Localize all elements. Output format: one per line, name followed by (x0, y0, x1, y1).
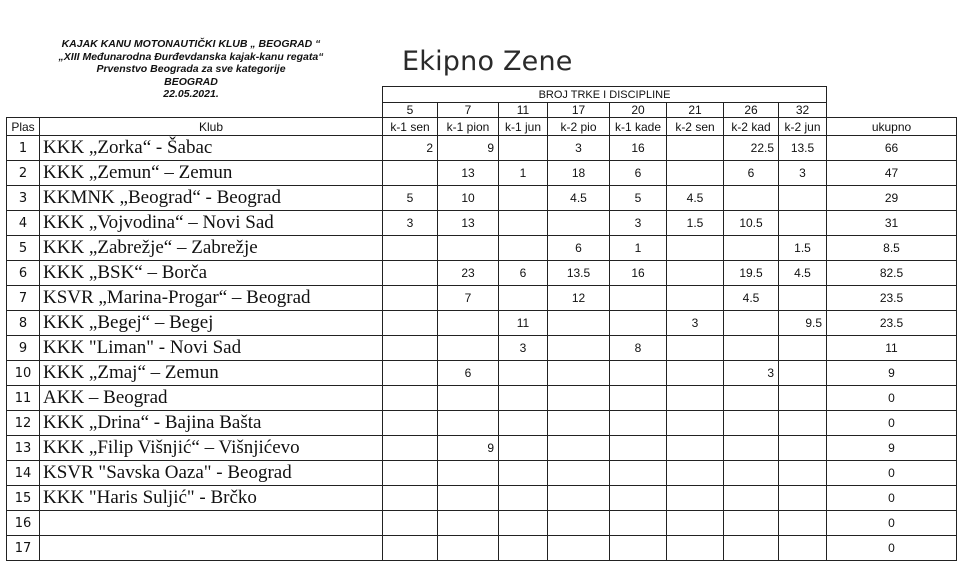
points-cell: 9 (438, 436, 499, 461)
points-cell: 13.5 (779, 136, 827, 161)
regatta-name: „XIII Međunarodna Đurđevdanska kajak-kanu regata“ (58, 50, 324, 63)
points-cell: 13 (438, 211, 499, 236)
points-cell (499, 436, 548, 461)
points-cell: 1.5 (779, 236, 827, 261)
points-cell (499, 211, 548, 236)
total-cell: 8.5 (827, 236, 957, 261)
points-cell (724, 336, 779, 361)
points-cell (610, 461, 667, 486)
points-cell (667, 386, 724, 411)
points-cell: 11 (499, 311, 548, 336)
points-cell: 22.5 (724, 136, 779, 161)
table-row (7, 536, 957, 561)
points-cell (667, 161, 724, 186)
club-cell: KSVR "Savska Oaza" - Beograd (40, 461, 383, 486)
points-cell (779, 536, 827, 561)
placement-cell: 10 (7, 361, 40, 386)
race-number: 5 (383, 103, 438, 118)
points-cell (548, 411, 610, 436)
points-cell: 12 (548, 286, 610, 311)
placement-cell: 5 (7, 236, 40, 261)
points-cell: 3 (383, 211, 438, 236)
points-cell (779, 486, 827, 511)
page-title: Ekipno Zene (402, 46, 573, 77)
points-cell (779, 361, 827, 386)
points-cell (438, 311, 499, 336)
points-cell: 7 (438, 286, 499, 311)
points-cell (548, 486, 610, 511)
points-cell (610, 436, 667, 461)
event-date: 22.05.2021. (163, 88, 219, 100)
points-cell (610, 486, 667, 511)
placement-cell: 17 (7, 536, 40, 561)
points-cell (724, 511, 779, 536)
club-cell: KKK „Zemun“ – Zemun (40, 161, 383, 186)
club-cell: KKMNK „Beograd“ - Beograd (40, 186, 383, 211)
total-cell: 0 (827, 461, 957, 486)
total-cell: 23.5 (827, 286, 957, 311)
points-cell: 18 (548, 161, 610, 186)
total-cell: 66 (827, 136, 957, 161)
points-cell: 9 (438, 136, 499, 161)
table-row (7, 386, 957, 411)
header-discipline: k-1 jun (499, 118, 548, 136)
header-ukupno: ukupno (827, 118, 957, 136)
table-row (7, 161, 957, 186)
placement-cell: 7 (7, 286, 40, 311)
club-cell: KKK „Filip Višnjić“ – Višnjićevo (40, 436, 383, 461)
group-header-row (7, 87, 957, 103)
total-cell: 0 (827, 411, 957, 436)
points-cell (383, 536, 438, 561)
points-cell: 4.5 (548, 186, 610, 211)
points-cell (548, 336, 610, 361)
race-number: 7 (438, 103, 499, 118)
group-header: BROJ TRKE I DISCIPLINE (383, 87, 827, 103)
club-cell: KKK „Zorka“ - Šabac (40, 136, 383, 161)
points-cell (667, 361, 724, 386)
points-cell (610, 386, 667, 411)
points-cell (779, 186, 827, 211)
header-plas: Plas (7, 118, 40, 136)
table-row (7, 311, 957, 336)
points-cell: 5 (383, 186, 438, 211)
placement-cell: 2 (7, 161, 40, 186)
points-cell (724, 386, 779, 411)
points-cell (610, 361, 667, 386)
points-cell: 10 (438, 186, 499, 211)
points-cell (548, 386, 610, 411)
points-cell (724, 186, 779, 211)
points-cell (548, 511, 610, 536)
total-cell: 11 (827, 336, 957, 361)
points-cell: 2 (383, 136, 438, 161)
points-cell (724, 311, 779, 336)
placement-cell: 16 (7, 511, 40, 536)
points-cell (667, 461, 724, 486)
points-cell (499, 411, 548, 436)
points-cell (548, 461, 610, 486)
points-cell (383, 461, 438, 486)
table-row (7, 436, 957, 461)
points-cell (667, 511, 724, 536)
points-cell (779, 336, 827, 361)
points-cell: 6 (499, 261, 548, 286)
race-number: 26 (724, 103, 779, 118)
table-row (7, 286, 957, 311)
points-cell (548, 536, 610, 561)
table-row (7, 486, 957, 511)
club-cell: KKK „Drina“ - Bajina Bašta (40, 411, 383, 436)
points-cell: 19.5 (724, 261, 779, 286)
table-row (7, 261, 957, 286)
points-cell (548, 436, 610, 461)
points-cell: 23 (438, 261, 499, 286)
table-row (7, 236, 957, 261)
points-cell (438, 511, 499, 536)
points-cell (383, 411, 438, 436)
header-discipline: k-2 pio (548, 118, 610, 136)
points-cell (499, 461, 548, 486)
header-discipline: k-2 sen (667, 118, 724, 136)
points-cell (438, 236, 499, 261)
points-cell (548, 311, 610, 336)
table-row (7, 461, 957, 486)
table-row (7, 511, 957, 536)
club-cell: KKK „Zabrežje“ – Zabrežje (40, 236, 383, 261)
championship-name: Prvenstvo Beograda za sve kategorije (96, 63, 286, 75)
points-cell (667, 261, 724, 286)
club-cell: KKK „Zmaj“ – Zemun (40, 361, 383, 386)
total-cell: 29 (827, 186, 957, 211)
total-cell: 0 (827, 511, 957, 536)
race-number: 32 (779, 103, 827, 118)
points-cell: 13.5 (548, 261, 610, 286)
header-discipline: k-2 jun (779, 118, 827, 136)
points-cell (499, 361, 548, 386)
header-klub: Klub (40, 118, 383, 136)
points-cell (724, 236, 779, 261)
club-cell: KSVR „Marina-Progar“ – Beograd (40, 286, 383, 311)
placement-cell: 13 (7, 436, 40, 461)
points-cell (610, 411, 667, 436)
race-number-row (7, 103, 957, 118)
points-cell (779, 461, 827, 486)
points-cell: 3 (667, 311, 724, 336)
points-cell: 10.5 (724, 211, 779, 236)
header-discipline: k-2 kad (724, 118, 779, 136)
header-discipline: k-1 kade (610, 118, 667, 136)
club-name: KAJAK KANU MOTONAUTIČKI KLUB „ BEOGRAD “ (61, 38, 321, 50)
total-cell: 31 (827, 211, 957, 236)
points-cell (383, 336, 438, 361)
placement-cell: 3 (7, 186, 40, 211)
points-cell: 16 (610, 261, 667, 286)
table-row (7, 136, 957, 161)
points-cell (383, 386, 438, 411)
table-row (7, 186, 957, 211)
total-cell: 82.5 (827, 261, 957, 286)
points-cell (779, 386, 827, 411)
points-cell (667, 136, 724, 161)
points-cell (724, 411, 779, 436)
points-cell (667, 236, 724, 261)
points-cell (383, 311, 438, 336)
points-cell (779, 511, 827, 536)
placement-cell: 9 (7, 336, 40, 361)
points-cell (779, 436, 827, 461)
total-cell: 0 (827, 386, 957, 411)
points-cell (724, 536, 779, 561)
points-cell (779, 211, 827, 236)
points-cell (383, 361, 438, 386)
total-cell: 23.5 (827, 311, 957, 336)
points-cell (779, 286, 827, 311)
points-cell (610, 311, 667, 336)
points-cell: 1.5 (667, 211, 724, 236)
points-cell (438, 536, 499, 561)
placement-cell: 11 (7, 386, 40, 411)
location: BEOGRAD (164, 75, 218, 88)
race-number: 21 (667, 103, 724, 118)
race-number: 20 (610, 103, 667, 118)
points-cell: 3 (610, 211, 667, 236)
points-cell: 3 (499, 336, 548, 361)
club-cell: KKK „Vojvodina“ – Novi Sad (40, 211, 383, 236)
points-cell: 4.5 (667, 186, 724, 211)
points-cell (548, 211, 610, 236)
points-cell (667, 436, 724, 461)
club-cell: AKK – Beograd (40, 386, 383, 411)
race-number: 17 (548, 103, 610, 118)
points-cell (438, 486, 499, 511)
club-cell: KKK "Haris Suljić" - Brčko (40, 486, 383, 511)
points-cell (610, 536, 667, 561)
points-cell: 6 (438, 361, 499, 386)
placement-cell: 4 (7, 211, 40, 236)
points-cell (438, 336, 499, 361)
placement-cell: 12 (7, 411, 40, 436)
table-row (7, 361, 957, 386)
points-cell (610, 286, 667, 311)
points-cell: 5 (610, 186, 667, 211)
points-cell (667, 336, 724, 361)
results-table (6, 86, 957, 561)
header-discipline: k-1 sen (383, 118, 438, 136)
points-cell (438, 461, 499, 486)
club-cell (40, 536, 383, 561)
points-cell (383, 511, 438, 536)
placement-cell: 14 (7, 461, 40, 486)
placement-cell: 8 (7, 311, 40, 336)
points-cell (438, 386, 499, 411)
points-cell: 3 (548, 136, 610, 161)
points-cell (383, 161, 438, 186)
total-cell: 9 (827, 361, 957, 386)
points-cell (499, 186, 548, 211)
club-cell: KKK "Liman" - Novi Sad (40, 336, 383, 361)
points-cell: 6 (610, 161, 667, 186)
points-cell (724, 461, 779, 486)
total-cell: 0 (827, 486, 957, 511)
points-cell: 1 (610, 236, 667, 261)
points-cell (667, 486, 724, 511)
points-cell (724, 486, 779, 511)
table-row (7, 211, 957, 236)
points-cell (499, 236, 548, 261)
column-header-row (7, 118, 957, 136)
points-cell: 9.5 (779, 311, 827, 336)
points-cell (667, 411, 724, 436)
points-cell: 6 (724, 161, 779, 186)
points-cell (499, 286, 548, 311)
points-cell (499, 136, 548, 161)
points-cell (438, 411, 499, 436)
points-cell: 6 (548, 236, 610, 261)
points-cell (383, 486, 438, 511)
points-cell (724, 436, 779, 461)
points-cell: 8 (610, 336, 667, 361)
race-number: 11 (499, 103, 548, 118)
club-cell (40, 511, 383, 536)
points-cell (610, 511, 667, 536)
placement-cell: 1 (7, 136, 40, 161)
club-cell: KKK „BSK“ – Borča (40, 261, 383, 286)
header-discipline: k-1 pion (438, 118, 499, 136)
points-cell (667, 286, 724, 311)
points-cell (499, 511, 548, 536)
points-cell: 13 (438, 161, 499, 186)
total-cell: 9 (827, 436, 957, 461)
points-cell (667, 536, 724, 561)
points-cell (499, 536, 548, 561)
total-cell: 0 (827, 536, 957, 561)
table-row (7, 336, 957, 361)
points-cell (383, 236, 438, 261)
points-cell (499, 386, 548, 411)
total-cell: 47 (827, 161, 957, 186)
points-cell (383, 436, 438, 461)
placement-cell: 15 (7, 486, 40, 511)
points-cell: 3 (779, 161, 827, 186)
points-cell (779, 411, 827, 436)
points-cell: 4.5 (779, 261, 827, 286)
points-cell (548, 361, 610, 386)
club-cell: KKK „Begej“ – Begej (40, 311, 383, 336)
points-cell (499, 486, 548, 511)
placement-cell: 6 (7, 261, 40, 286)
points-cell: 16 (610, 136, 667, 161)
table-row (7, 411, 957, 436)
points-cell: 4.5 (724, 286, 779, 311)
points-cell (383, 286, 438, 311)
points-cell (383, 261, 438, 286)
points-cell: 1 (499, 161, 548, 186)
points-cell: 3 (724, 361, 779, 386)
